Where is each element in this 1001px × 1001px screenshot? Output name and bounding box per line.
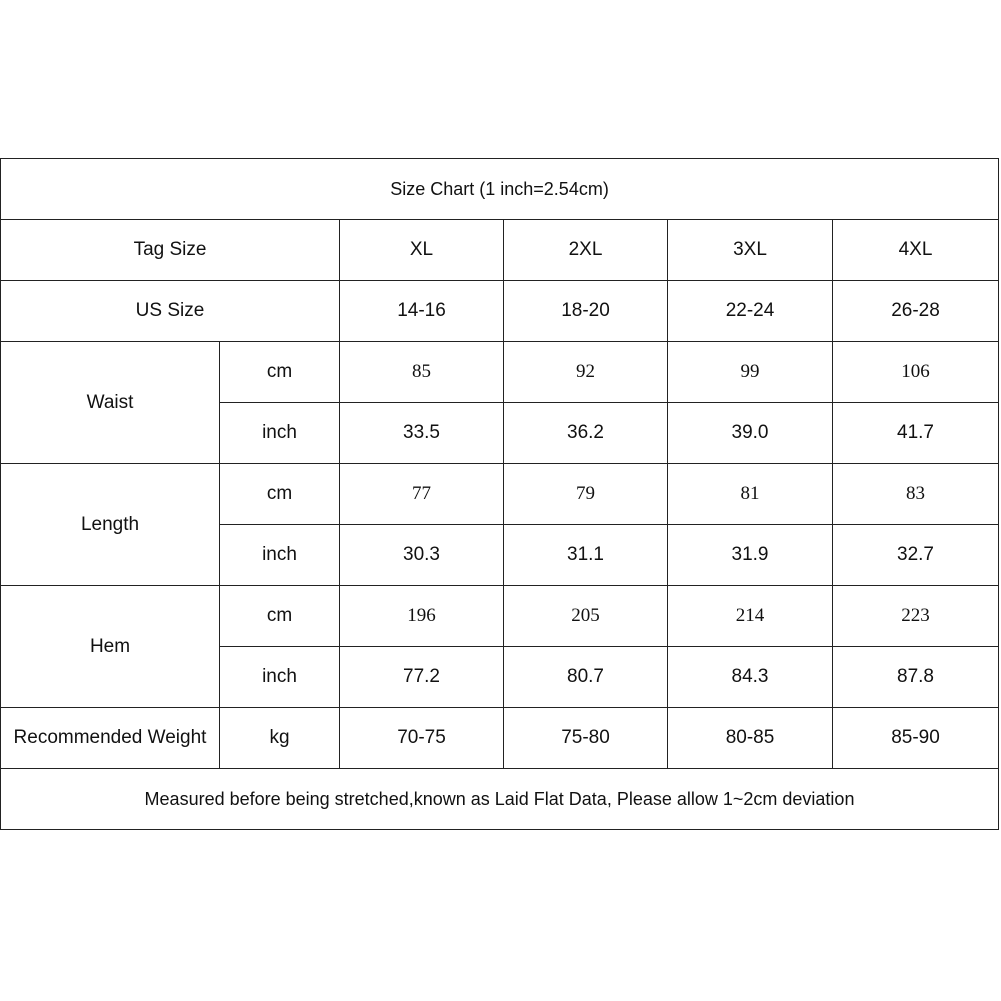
- us-size-cell: 14-16: [340, 281, 504, 342]
- hem-inch-cell: 80.7: [504, 647, 668, 708]
- unit-label: inch: [220, 647, 340, 708]
- length-cm-cell: 79: [504, 464, 668, 525]
- tag-size-cell: 2XL: [504, 220, 668, 281]
- unit-label: cm: [220, 342, 340, 403]
- unit-label: kg: [220, 708, 340, 769]
- row-label-waist: Waist: [1, 342, 220, 464]
- waist-inch-cell: 39.0: [668, 403, 833, 464]
- unit-label: cm: [220, 586, 340, 647]
- row-label-hem: Hem: [1, 586, 220, 708]
- length-cm-cell: 83: [833, 464, 999, 525]
- weight-cell: 75-80: [504, 708, 668, 769]
- unit-label: inch: [220, 525, 340, 586]
- weight-cell: 70-75: [340, 708, 504, 769]
- row-label-us-size: US Size: [1, 281, 340, 342]
- tag-size-cell: 3XL: [668, 220, 833, 281]
- us-size-row: [1, 281, 999, 342]
- hem-cm-row: [1, 586, 999, 647]
- waist-cm-cell: 85: [340, 342, 504, 403]
- hem-cm-cell: 205: [504, 586, 668, 647]
- tag-size-cell: 4XL: [833, 220, 999, 281]
- chart-title: Size Chart (1 inch=2.54cm): [1, 159, 999, 220]
- waist-inch-cell: 36.2: [504, 403, 668, 464]
- us-size-cell: 18-20: [504, 281, 668, 342]
- length-inch-cell: 30.3: [340, 525, 504, 586]
- us-size-cell: 26-28: [833, 281, 999, 342]
- measurement-note: Measured before being stretched,known as Laid Flat Data, Please allow 1~2cm deviation: [1, 769, 999, 830]
- us-size-cell: 22-24: [668, 281, 833, 342]
- hem-cm-cell: 214: [668, 586, 833, 647]
- row-label-tag-size: Tag Size: [1, 220, 340, 281]
- hem-inch-cell: 77.2: [340, 647, 504, 708]
- hem-inch-cell: 84.3: [668, 647, 833, 708]
- row-label-recommended-weight: Recommended Weight: [1, 708, 220, 769]
- hem-cm-cell: 196: [340, 586, 504, 647]
- weight-cell: 85-90: [833, 708, 999, 769]
- waist-cm-cell: 99: [668, 342, 833, 403]
- unit-label: inch: [220, 403, 340, 464]
- length-inch-cell: 31.9: [668, 525, 833, 586]
- tag-size-row: [1, 220, 999, 281]
- hem-inch-cell: 87.8: [833, 647, 999, 708]
- row-label-length: Length: [1, 464, 220, 586]
- tag-size-cell: XL: [340, 220, 504, 281]
- length-cm-cell: 77: [340, 464, 504, 525]
- unit-label: cm: [220, 464, 340, 525]
- weight-cell: 80-85: [668, 708, 833, 769]
- title-row: [1, 159, 999, 220]
- recommended-weight-row: [1, 708, 999, 769]
- waist-inch-cell: 41.7: [833, 403, 999, 464]
- note-row: [1, 769, 999, 830]
- hem-cm-cell: 223: [833, 586, 999, 647]
- waist-inch-cell: 33.5: [340, 403, 504, 464]
- length-inch-cell: 31.1: [504, 525, 668, 586]
- length-cm-row: [1, 464, 999, 525]
- waist-cm-row: [1, 342, 999, 403]
- size-chart-table: [0, 158, 999, 830]
- waist-cm-cell: 92: [504, 342, 668, 403]
- waist-cm-cell: 106: [833, 342, 999, 403]
- length-inch-cell: 32.7: [833, 525, 999, 586]
- length-cm-cell: 81: [668, 464, 833, 525]
